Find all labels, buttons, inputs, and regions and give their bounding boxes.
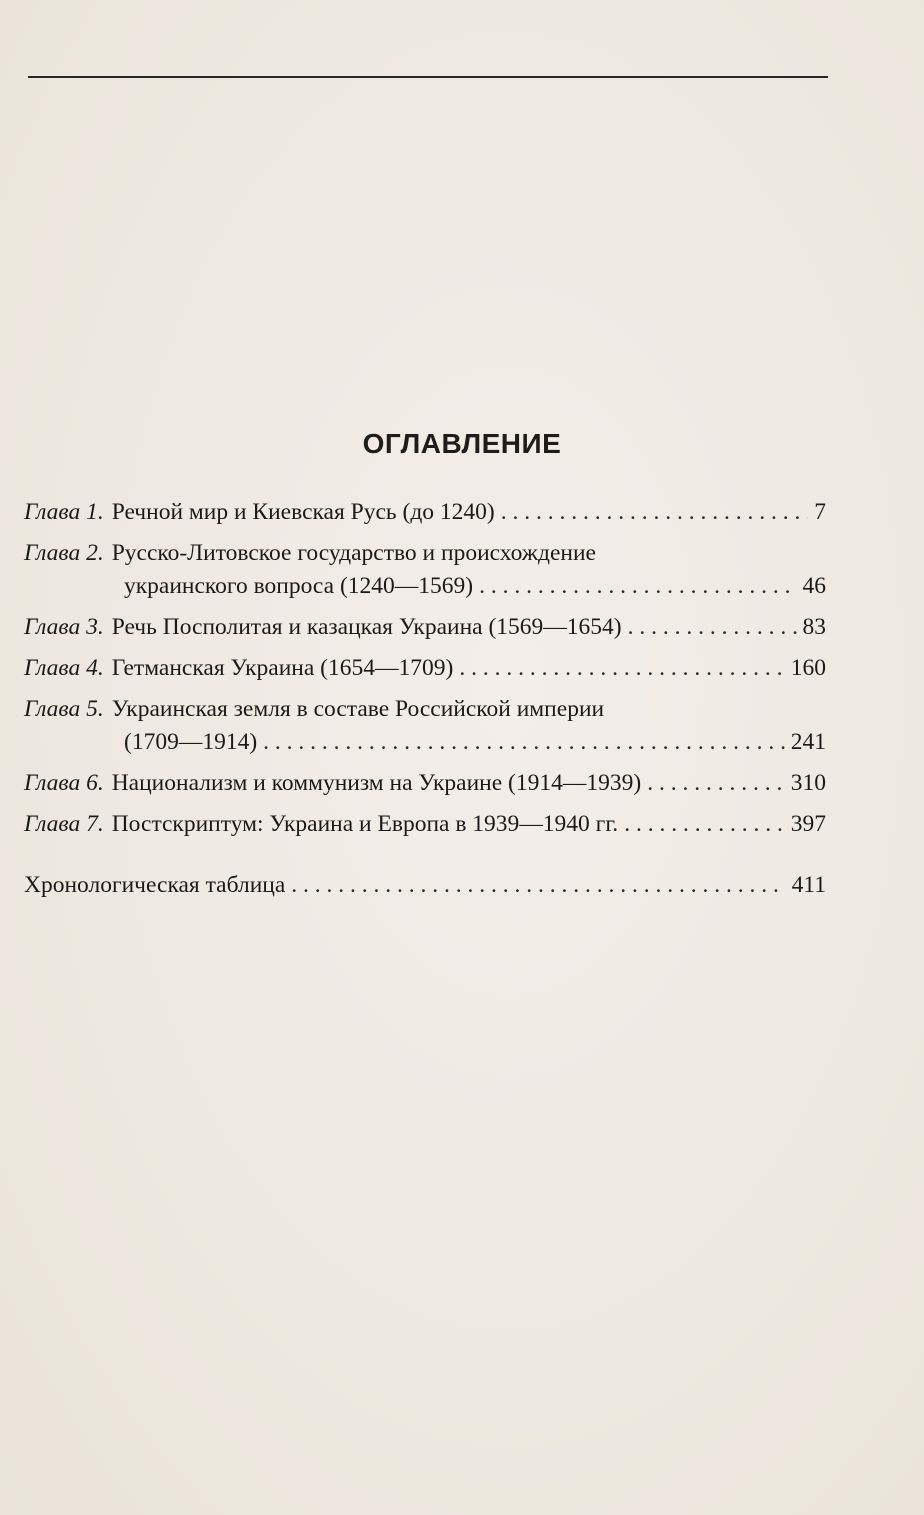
table-of-contents: [24, 496, 826, 902]
toc-entry-chapter-1: [24, 496, 826, 529]
chapter-label: Глава 7.: [24, 811, 104, 837]
page-number: 160: [790, 655, 826, 681]
chapter-title: Гетманская Украина (1654—1709): [111, 655, 454, 681]
chapter-label: Глава 3.: [24, 614, 104, 640]
page-number: 241: [790, 729, 826, 755]
chapter-title: Национализм и коммунизм на Украине (1914—1939): [111, 770, 642, 796]
toc-entry-appendix: [24, 869, 826, 902]
chapter-title: Русско-Литовское государство и происхождение: [111, 540, 596, 566]
toc-entry-chapter-4: [24, 652, 826, 685]
dot-leader: [624, 808, 785, 841]
chapter-label: Глава 6.: [24, 770, 104, 796]
chapter-title-continued: украинского вопроса (1240—1569): [124, 573, 474, 599]
toc-entry-chapter-7: [24, 808, 826, 841]
page-number: 397: [790, 811, 826, 837]
page-number: 411: [791, 872, 826, 898]
toc-entry-chapter-6: [24, 767, 826, 800]
toc-title: ОГЛАВЛЕНИЕ: [362, 428, 562, 459]
dot-leader: [263, 726, 785, 759]
dot-leader: [501, 496, 809, 529]
page-number: 7: [814, 499, 826, 525]
page-number: 83: [802, 614, 826, 640]
toc-entry-chapter-2: [24, 537, 826, 603]
header-rule: [28, 76, 828, 78]
page-number: 46: [802, 573, 826, 599]
chapter-label: Глава 4.: [24, 655, 104, 681]
page-number: 310: [790, 770, 826, 796]
dot-leader: [291, 869, 785, 902]
chapter-title: Постскриптум: Украина и Европа в 1939—1940 гг.: [111, 811, 619, 837]
toc-entry-chapter-3: [24, 611, 826, 644]
dot-leader: [459, 652, 784, 685]
dot-leader: [647, 767, 785, 800]
chapter-label: Глава 1.: [24, 499, 104, 525]
chapter-title-continued: (1709—1914): [124, 729, 258, 755]
chapter-title: Речной мир и Киевская Русь (до 1240): [111, 499, 495, 525]
chapter-label: Глава 2.: [24, 540, 104, 566]
chapter-label: Глава 5.: [24, 696, 104, 722]
chapter-title: Украинская земля в составе Российской империи: [111, 696, 605, 722]
dot-leader: [628, 611, 797, 644]
appendix-title: Хронологическая таблица: [24, 872, 286, 898]
dot-leader: [479, 570, 796, 603]
chapter-title: Речь Посполитая и казацкая Украина (1569—1654): [111, 614, 622, 640]
toc-entry-chapter-5: [24, 693, 826, 759]
